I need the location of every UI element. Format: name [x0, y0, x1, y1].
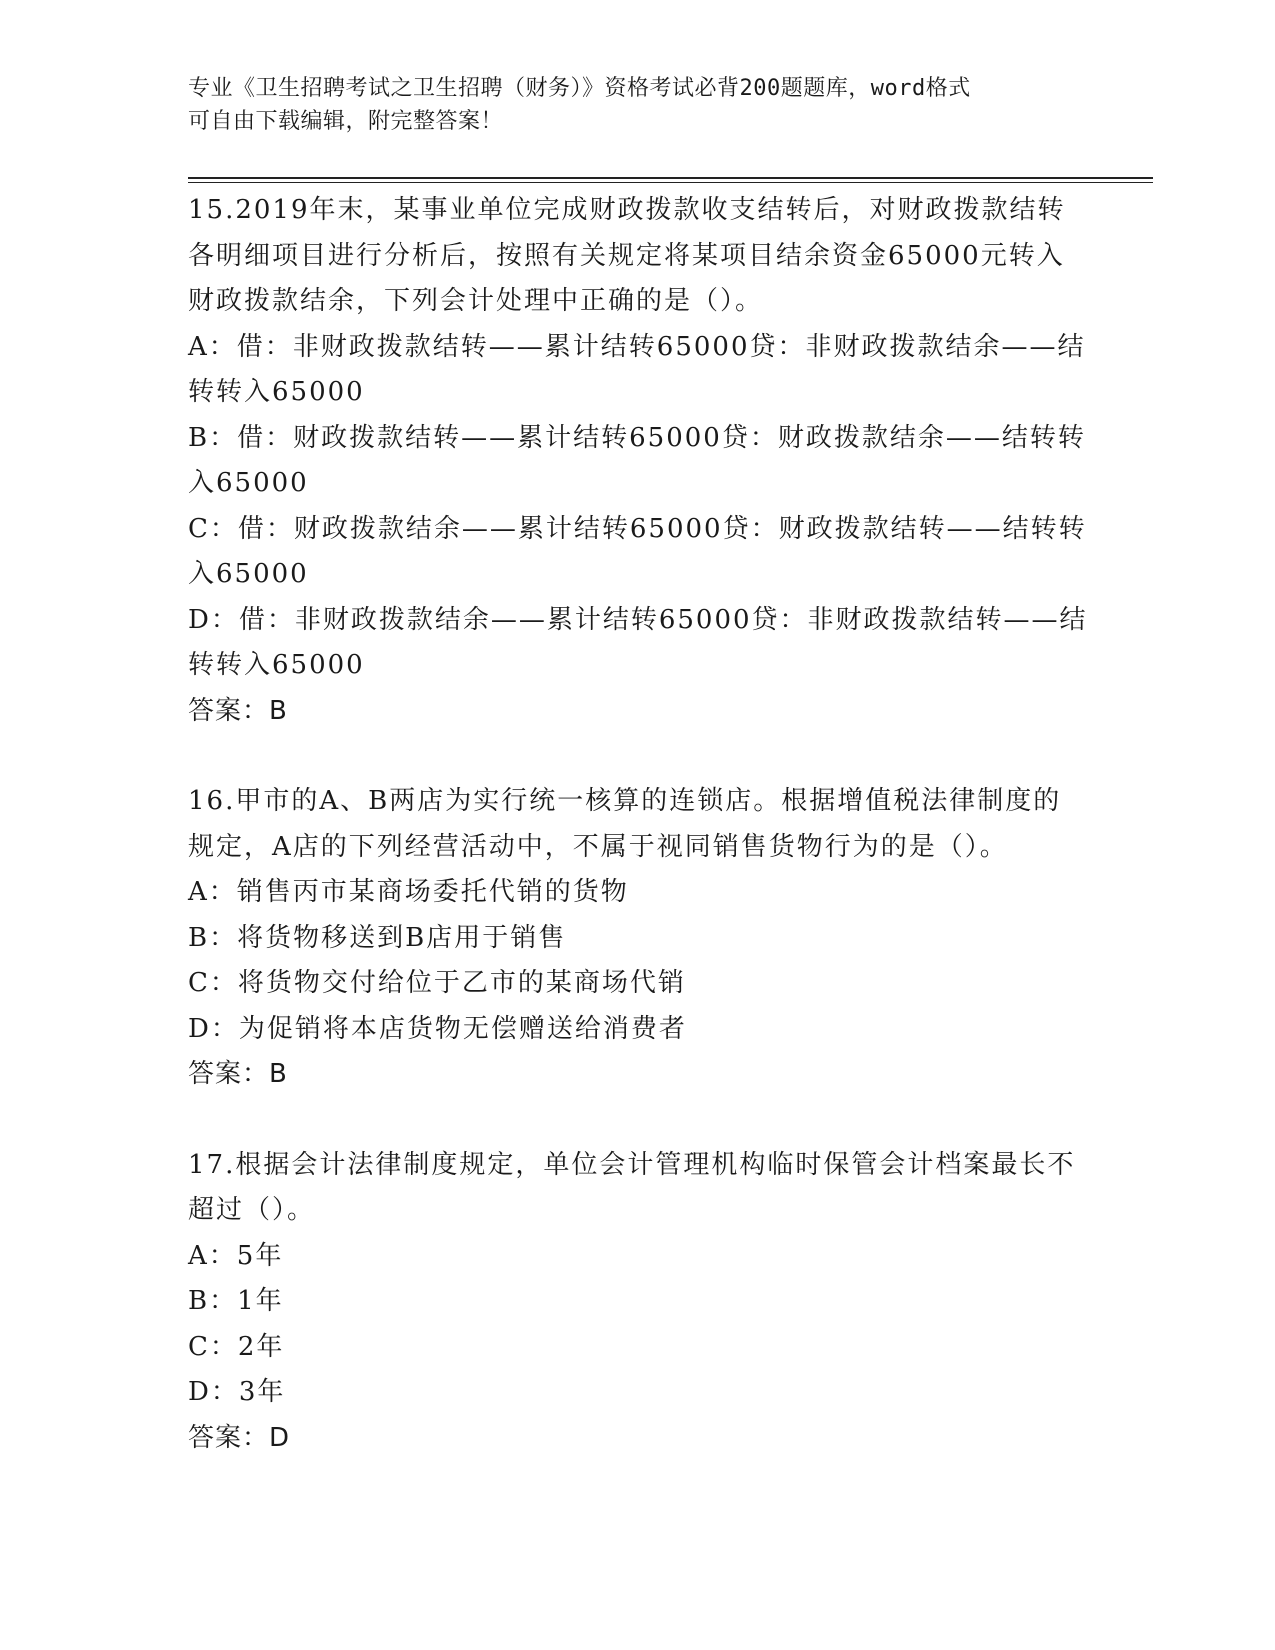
- option-a: A：5年: [188, 1240, 284, 1271]
- option-b: B：将货物移送到B店用于销售: [188, 922, 567, 953]
- header-divider-thick: [188, 177, 1153, 179]
- header-divider-thin: [188, 182, 1153, 183]
- option-d: D：为促销将本店货物无偿赠送给消费者: [188, 1013, 687, 1044]
- question-text: 17.根据会计法律制度规定，单位会计管理机构临时保管会计档案最长不超过（）。: [188, 1149, 1076, 1225]
- option-b: B：借：财政拨款结转——累计结转65000贷：财政拨款结余——结转转入65000: [188, 422, 1086, 498]
- header-line-2: 可自由下载编辑，附完整答案！: [188, 109, 504, 134]
- option-c: C：借：财政拨款结余——累计结转65000贷：财政拨款结转——结转转入65000: [188, 513, 1087, 589]
- option-c: C：2年: [188, 1331, 285, 1362]
- option-a: A：借：非财政拨款结转——累计结转65000贷：非财政拨款结余——结转转入65000: [188, 331, 1086, 407]
- option-c: C：将货物交付给位于乙市的某商场代销: [188, 968, 686, 998]
- question-text: 15.2019年末，某事业单位完成财政拨款收支结转后，对财政拨款结转各明细项目进行分析后，按照有关规定将某项目结余资金65000元转入财政拨款结余，下列会计处理中正确的是（）。: [188, 195, 1066, 316]
- answer: 答案：B: [188, 695, 288, 726]
- document-header: [188, 72, 1068, 138]
- header-line-1: 专业《卫生招聘考试之卫生招聘（财务）》资格考试必背200题题库，word格式: [188, 76, 971, 101]
- option-d: D：借：非财政拨款结余——累计结转65000贷：非财政拨款结转——结转转入65000: [188, 604, 1088, 680]
- question-text: 16.甲市的A、B两店为实行统一核算的连锁店。根据增值税法律制度的规定，A店的下列经营活动中，不属于视同销售货物行为的是（）。: [188, 786, 1062, 862]
- question-16: [188, 779, 1088, 1098]
- question-list: [188, 188, 1088, 1506]
- answer: 答案：D: [188, 1422, 291, 1453]
- option-d: D：3年: [188, 1377, 286, 1407]
- question-17: [188, 1143, 1088, 1462]
- option-a: A：销售丙市某商场委托代销的货物: [188, 877, 629, 907]
- option-b: B：1年: [188, 1286, 284, 1316]
- answer: 答案：B: [188, 1059, 288, 1089]
- question-15: [188, 188, 1088, 734]
